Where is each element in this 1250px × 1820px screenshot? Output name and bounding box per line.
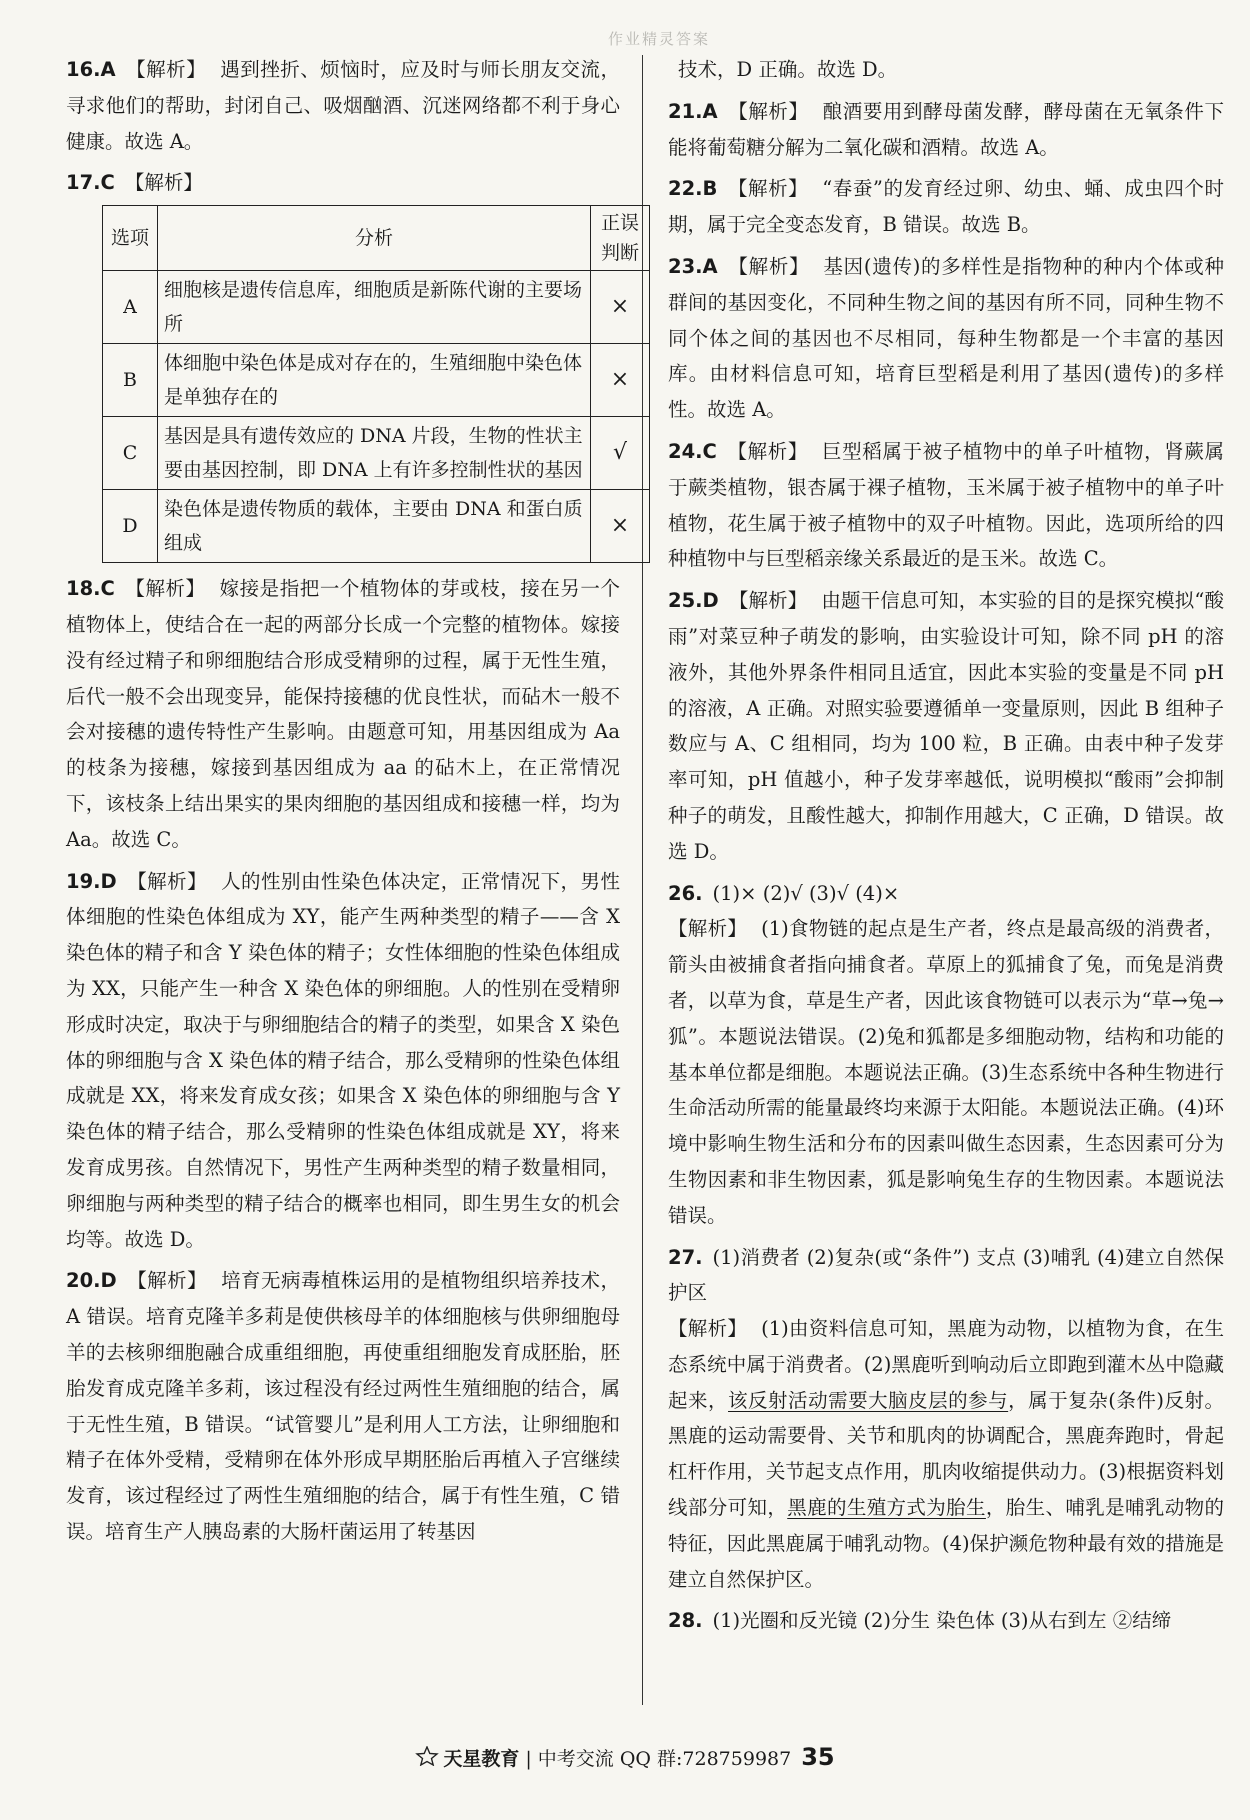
cell-option: D <box>103 490 158 563</box>
answer-key: (1)× (2)√ (3)√ (4)× <box>712 881 900 905</box>
answer-24 <box>668 434 1224 577</box>
answer-number: 19.D <box>66 869 117 893</box>
answer-21 <box>668 94 1224 166</box>
answer-text: ，胎生、哺乳是哺乳动物的特征，因此黑鹿属于哺乳动物。(4)保护濒危物种最有效的措施是建立自然保护区。 <box>668 1496 1224 1591</box>
col-header-option: 选项 <box>103 206 158 271</box>
table-row <box>103 490 650 563</box>
answer-16 <box>66 52 620 159</box>
answer-number: 20.D <box>66 1269 117 1293</box>
answer-18 <box>66 571 620 857</box>
answer-text: (1)食物链的起点是生产者，终点是最高级的消费者，箭头由被捕食者指向捕食者。草原上的狐捕食了兔，而兔是消费者，以草为食，草是生产者，因此该食物链可以表示为“草→兔→狐”。本题说法错误。(2)兔和狐都是多细胞动物，结构和功能的基本单位都是细胞。本题说法正确。(3)生态系统中各种生物进行生命活动所需的能量最终均来源于太阳能。本题说法正确。(4)环境中影响生物生活和分布的因素叫做生态因素，生态因素可分为生物因素和非生物因素，狐是影响兔生存的生物因素。本题说法错误。 <box>668 917 1224 1227</box>
answer-number: 18.C <box>66 577 115 601</box>
answer-number: 23.A <box>668 254 718 278</box>
answer-number: 22.B <box>668 177 718 201</box>
answer-text: 培育无病毒植株运用的是植物组织培养技术，A 错误。培育克隆羊多莉是使供核母羊的体细胞核与供卵细胞母羊的去核卵细胞融合成重组细胞，再使重组细胞发育成胚胎，胚胎发育成克隆羊多莉，该过程没有经过两性生殖细胞的结合，属于无性生殖，B 错误。“试管婴儿”是利用人工方法，让卵细胞和精子在体外受精，受精卵在体外形成早期胚胎后再植入子宫继续发育，该过程经过了两性生殖细胞的结合，属于有性生殖，C 错误。培育生产人胰岛素的大肠杆菌运用了转基因 <box>66 1269 620 1543</box>
cell-mark: × <box>591 271 650 344</box>
answer-key: (1)消费者 (2)复杂(或“条件”) 支点 (3)哺乳 (4)建立自然保护区 <box>668 1245 1224 1305</box>
answer-text: “春蚕”的发育经过卵、幼虫、蛹、成虫四个时期，属于完全变态发育，B 错误。故选 B。 <box>668 177 1224 237</box>
answer-number: 25.D <box>668 589 719 613</box>
answer-text: 酿酒要用到酵母菌发酵，酵母菌在无氧条件下能将葡萄糖分解为二氧化碳和酒精。故选 A。 <box>668 99 1224 159</box>
analysis-tag: 【解析】 <box>126 1269 208 1293</box>
analysis-tag: 【解析】 <box>124 171 203 195</box>
answer-27-analysis <box>668 1311 1224 1597</box>
answer-number: 27. <box>668 1245 703 1269</box>
table-row <box>103 344 650 417</box>
answer-text: 巨型稻属于被子植物中的单子叶植物，肾蕨属于蕨类植物，银杏属于裸子植物，玉米属于被子植物中的单子叶植物，花生属于被子植物中的双子叶植物。因此，选项所给的四种植物中与巨型稻亲缘关系最近的是玉米。故选 C。 <box>668 439 1224 571</box>
answer-number: 24.C <box>668 439 717 463</box>
cell-option: C <box>103 417 158 490</box>
answer-23 <box>668 249 1224 428</box>
table-header-row <box>103 206 650 271</box>
answer-text: 人的性别由性染色体决定，正常情况下，男性体细胞的性染色体组成为 XY，能产生两种类型的精子——含 X 染色体的精子和含 Y 染色体的精子；女性体细胞的性染色体组成为 XX，只能产生一种含 X 染色体的卵细胞。人的性别在受精卵形成时决定，取决于与卵细胞结合的精子的类型，如果含 X 染色体的卵细胞与含 X 染色体的精子结合，那么受精卵的性染色体组成就是 XX，将来发育成女孩；如果含 X 染色体的卵细胞与含 Y 染色体的精子结合，那么受精卵的性染色体组成就是 XY，将来发育成男孩。自然情况下，男性产生两种类型的精子数量相同，卵细胞与两种类型的精子结合的概率也相同，即生男生女的机会均等。故选 D。 <box>66 869 620 1251</box>
cell-mark: √ <box>591 417 650 490</box>
answer-26-analysis <box>668 911 1224 1233</box>
answer-text: (1)由资料信息可知，黑鹿为动物，以植物为食，在生态系统中属于消费者。(2)黑鹿听到响动后立即跑到灌木丛中隐藏起来， <box>668 1317 1224 1412</box>
analysis-tag: 【解析】 <box>727 99 809 123</box>
answer-number: 17.C <box>66 171 115 195</box>
answer-25 <box>668 583 1224 869</box>
answer-20 <box>66 1263 620 1549</box>
answer-key: (1)光圈和反光镜 (2)分生 染色体 (3)从右到左 ②结缔 <box>712 1609 1172 1633</box>
header-watermark: 作业精灵答案 <box>608 30 711 48</box>
col-header-judgment: 正误判断 <box>591 206 650 271</box>
page-footer <box>0 1742 1250 1775</box>
cell-analysis: 体细胞中染色体是成对存在的，生殖细胞中染色体是单独存在的 <box>158 344 591 417</box>
answer-28 <box>668 1603 1224 1639</box>
table-row <box>103 417 650 490</box>
analysis-tag: 【解析】 <box>727 254 810 278</box>
answer-26 <box>668 876 1224 912</box>
table-row <box>103 271 650 344</box>
cell-option: B <box>103 344 158 417</box>
col-header-analysis: 分析 <box>158 206 591 271</box>
right-column <box>668 52 1224 1645</box>
page-number: 35 <box>801 1743 835 1771</box>
answer-text: 遇到挫折、烦恼时，应及时与师长朋友交流，寻求他们的帮助，封闭自己、吸烟酗酒、沉迷网络都不利于身心健康。故选 A。 <box>66 58 620 153</box>
footer-qq-group: 中考交流 QQ 群:728759987 <box>537 1748 792 1770</box>
cell-option: A <box>103 271 158 344</box>
answer-number: 28. <box>668 1609 703 1633</box>
answer-text: ，属于复杂(条件)反射。黑鹿的运动需要骨、关节和肌肉的协调配合，黑鹿奔跑时，骨起杠杆作用，关节起支点作用，肌肉收缩提供动力。(3)根据资料划线部分可知， <box>668 1388 1224 1520</box>
analysis-tag: 【解析】 <box>668 917 748 941</box>
left-column <box>66 52 639 1556</box>
analysis-tag: 【解析】 <box>727 177 809 201</box>
footer-separator: | <box>525 1748 532 1770</box>
answer-27 <box>668 1240 1224 1312</box>
answer-19 <box>66 864 620 1258</box>
answer-number: 26. <box>668 881 703 905</box>
answer-text: 技术，D 正确。故选 D。 <box>678 58 898 81</box>
analysis-tag: 【解析】 <box>726 439 809 463</box>
cell-mark: × <box>591 490 650 563</box>
cell-analysis: 细胞核是遗传信息库，细胞质是新陈代谢的主要场所 <box>158 271 591 344</box>
star-logo-icon <box>415 1745 439 1775</box>
answer-text: 基因(遗传)的多样性是指物种的种内个体或种群间的基因变化，不同种生物之间的基因有所不同，同种生物不同个体之间的基因也不尽相同，每种生物都是一个丰富的基因库。由材料信息可知，培育巨型稻是利用了基因(遗传)的多样性。故选 A。 <box>668 254 1224 422</box>
underlined-text: 该反射活动需要大脑皮层的参与 <box>728 1388 1009 1412</box>
analysis-tag: 【解析】 <box>668 1317 748 1341</box>
analysis-table <box>102 205 650 563</box>
answer-text: 由题干信息可知，本实验的目的是探究模拟“酸雨”对菜豆种子萌发的影响，由实验设计可知，除不同 pH 的溶液外，其他外界条件相同且适宜，因此本实验的变量是不同 pH 的溶液，A 正确。对照实验要遵循单一变量原则，因此 B 组种子数应与 A、C 组相同，均为 100 粒，B 正确。由表中种子发芽率可知，pH 值越小，种子发芽率越低，说明模拟“酸雨”会抑制种子的萌发，且酸性越大，抑制作用越大，C 正确，D 错误。故选 D。 <box>668 589 1224 863</box>
cell-analysis: 基因是具有遗传效应的 DNA 片段，生物的性状主要由基因控制，即 DNA 上有许多控制性状的基因 <box>158 417 591 490</box>
underlined-text: 黑鹿的生殖方式为胎生 <box>787 1496 986 1520</box>
cell-mark: × <box>591 344 650 417</box>
answer-text: 嫁接是指把一个植物体的芽或枝，接在另一个植物体上，使结合在一起的两部分长成一个完整的植物体。嫁接没有经过精子和卵细胞结合形成受精卵的过程，属于无性生殖，后代一般不会出现变异，能保持接穗的优良性状，而砧木一般不会对接穗的遗传特性产生影响。由题意可知，用基因组成为 Aa 的枝条为接穗，嫁接到基因组成为 aa 的砧木上，在正常情况下，该枝条上结出果实的果肉细胞的基因组成和接穗一样，均为 Aa。故选 C。 <box>66 577 620 851</box>
footer-brand: 天星教育 <box>443 1748 520 1770</box>
analysis-tag: 【解析】 <box>728 589 808 613</box>
answer-number: 21.A <box>668 99 718 123</box>
cell-analysis: 染色体是遗传物质的载体，主要由 DNA 和蛋白质组成 <box>158 490 591 563</box>
analysis-tag: 【解析】 <box>124 577 206 601</box>
answer-20-continued <box>668 52 1224 88</box>
analysis-tag: 【解析】 <box>126 869 208 893</box>
answer-17 <box>66 165 620 201</box>
answer-number: 16.A <box>66 58 116 81</box>
answer-22 <box>668 171 1224 243</box>
analysis-tag: 【解析】 <box>125 58 207 81</box>
